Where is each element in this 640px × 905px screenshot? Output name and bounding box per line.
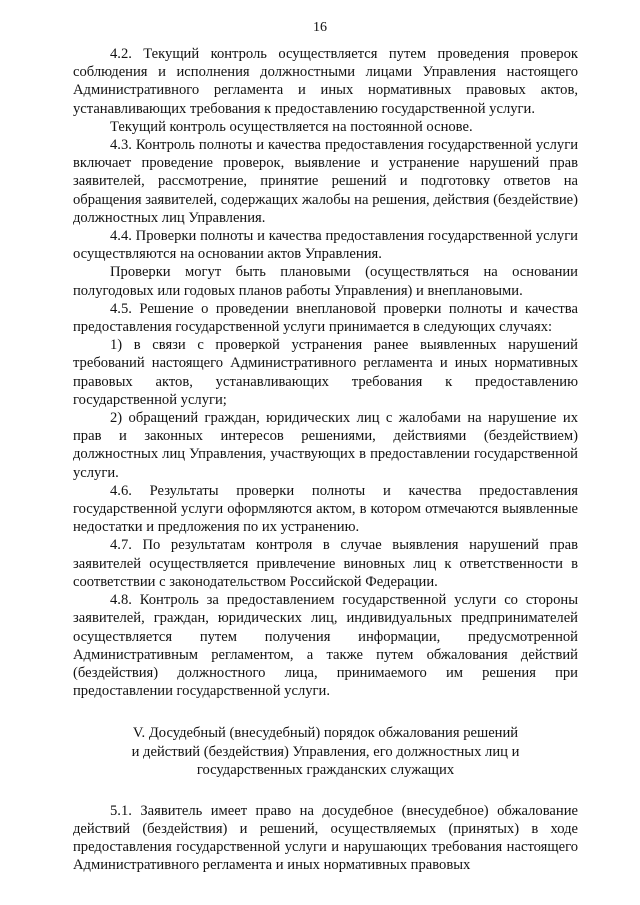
section-title [73,724,578,779]
paragraph-4-2: 4.2. Текущий контроль осуществляется путем проведения проверок соблюдения и исполнения должностными лицами Управления настоящего Административного регламента и иных нормативных правовых актов, устанавливающих требования к предоставлению государственной услуги. [73,46,578,117]
paragraph-case-2: 2) обращений граждан, юридических лиц с жалобами на нарушение их прав и законных интересов решениями, действиями (бездействием) должностных лиц Управления, участвующих в предоставлении государственной услуги. [73,410,578,481]
section-title-line-3: государственных гражданских служащих [196,762,455,779]
paragraph-4-7: 4.7. По результатам контроля в случае выявления нарушений прав заявителей осуществляется привлечение виновных лиц к ответственности в соответствии с законодательством Российской Федерации. [73,537,578,590]
paragraph-current-control: Текущий контроль осуществляется на постоянной основе. [110,118,473,135]
document-body [73,45,578,874]
paragraph-4-4: 4.4. Проверки полноты и качества предоставления государственной услуги осуществляются на основании актов Управления. [73,228,578,263]
section-title-line-1: V. Досудебный (внесудебный) порядок обжалования решений [132,725,519,742]
page-number: 16 [313,20,327,35]
paragraph-case-1: 1) в связи с проверкой устранения ранее выявленных нарушений требований настоящего Административного регламента и иных нормативных правовых актов, устанавливающих требования к предоставлению государственной услуги; [73,337,578,408]
paragraph-5-1: 5.1. Заявитель имеет право на досудебное (внесудебное) обжалование действий (бездействия) и решений, осуществляемых (принятых) в ходе предоставления государственной услуги и нарушающих требования настоящего Административного регламента и иных нормативных правовых [73,802,578,874]
paragraph-4-8: 4.8. Контроль за предоставлением государственной услуги со стороны заявителей, граждан, юридических лиц, индивидуальных предпринимателей осуществляется путем получения информации, предусмотренной Административным регламентом, а также путем обжалования действий (бездействия) должностного лица, принимаемого им решения при предоставлении государственной услуги. [73,592,578,700]
paragraph-4-5: 4.5. Решение о проведении внеплановой проверки полноты и качества предоставления государственной услуги принимается в следующих случаях: [73,300,578,336]
paragraph-4-6: 4.6. Результаты проверки полноты и качества предоставления государственной услуги оформляются актом, в котором отмечаются выявленные недостатки и предложения по их устранению. [73,482,578,536]
section-title-line-2: и действий (бездействия) Управления, его должностных лиц и [131,743,520,760]
paragraph-4-3: 4.3. Контроль полноты и качества предоставления государственной услуги включает проведение проверок, выявление и устранение нарушений прав заявителей, рассмотрение, принятие решений и подготовку ответов на обращения заявителей, содержащих жалобы на решения, действия (бездействие) должностных лиц Управления. [73,137,578,226]
paragraph-inspections-planned: Проверки могут быть плановыми (осуществляться на основании полугодовых или годовых планов работы Управления) и внеплановыми. [73,264,578,299]
